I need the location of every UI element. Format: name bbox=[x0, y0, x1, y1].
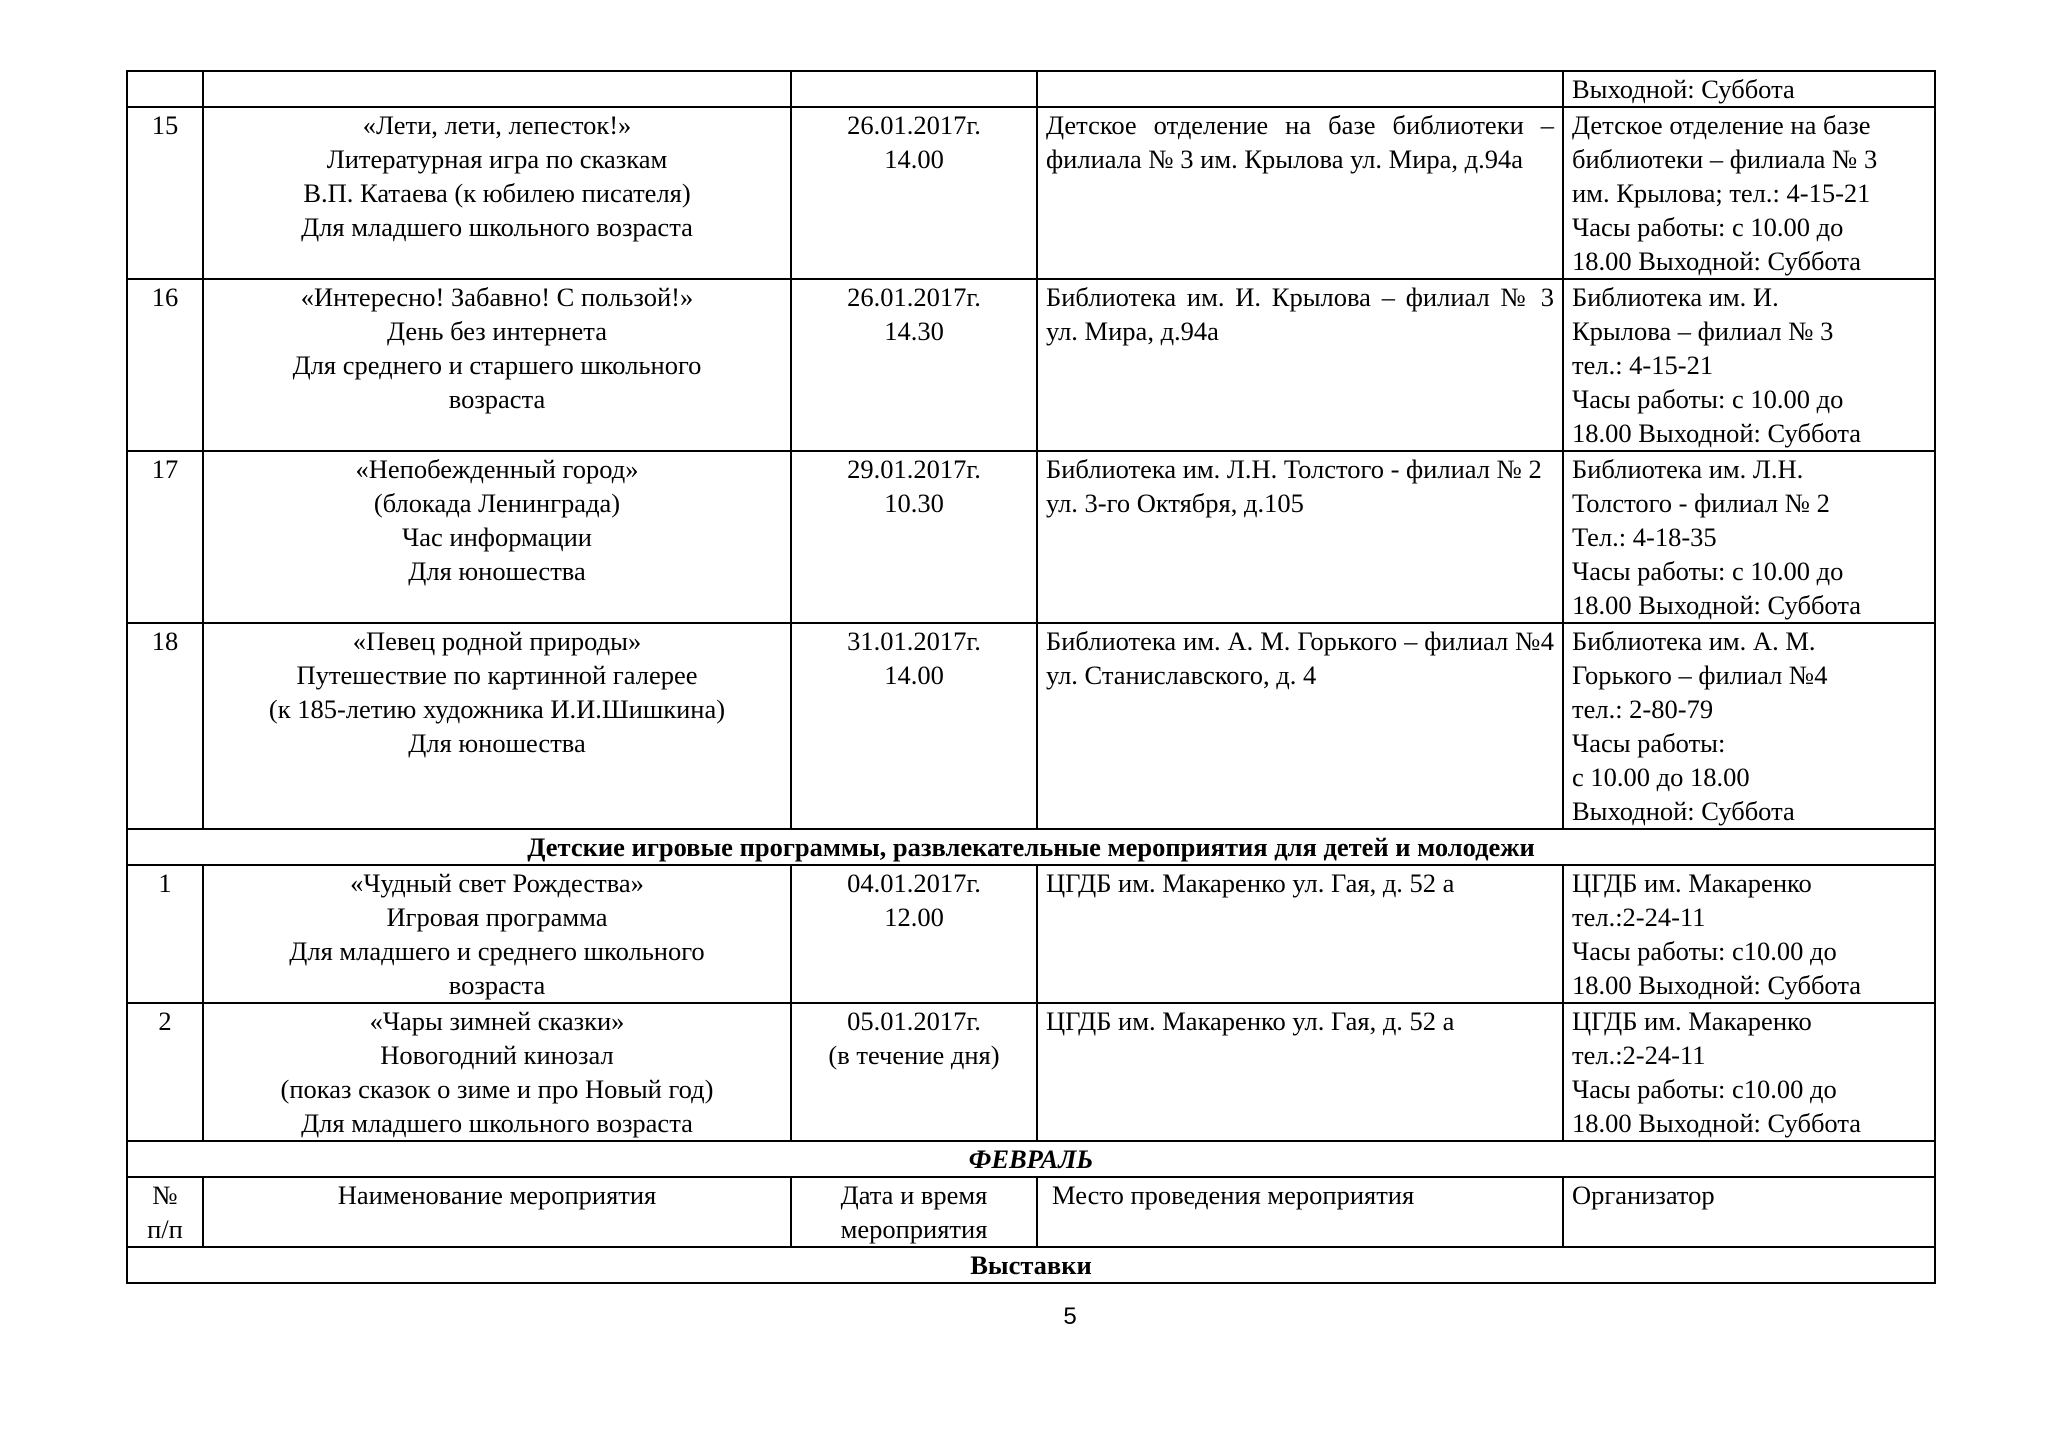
table-row bbox=[127, 865, 1935, 1003]
event-date-line: (в течение дня) bbox=[828, 1040, 1000, 1070]
event-organizer-line: 18.00 Выходной: Суббота bbox=[1572, 418, 1861, 448]
event-place-line: Библиотека им. Л.Н. Толстого - филиал № 2 bbox=[1046, 454, 1542, 484]
event-organizer-line: им. Крылова; тел.: 4-15-21 bbox=[1572, 178, 1871, 208]
event-name-line: Для юношества bbox=[408, 556, 586, 586]
event-date-line: 04.01.2017г. bbox=[847, 868, 981, 898]
table-row bbox=[127, 1003, 1935, 1141]
event-organizer-line: тел.: 4-15-21 bbox=[1572, 350, 1714, 380]
event-date-line: 14.30 bbox=[884, 316, 944, 346]
event-date-line: 12.00 bbox=[884, 902, 944, 932]
event-name-line: (блокада Ленинграда) bbox=[373, 488, 621, 518]
event-organizer-line: с 10.00 до 18.00 bbox=[1572, 762, 1750, 792]
table-row bbox=[127, 451, 1935, 623]
event-date-line: 05.01.2017г. bbox=[847, 1006, 981, 1036]
event-name-line: День без интернета bbox=[387, 316, 607, 346]
event-organizer-line: Выходной: Суббота bbox=[1572, 74, 1795, 104]
section-heading: Детские игровые программы, развлекательные мероприятия для детей и молодежи bbox=[127, 829, 1935, 865]
event-name bbox=[203, 865, 791, 1003]
event-name-line: Для юношества bbox=[408, 728, 586, 758]
event-date-line: 26.01.2017г. bbox=[847, 282, 981, 312]
event-place bbox=[1037, 1003, 1563, 1141]
event-name-line: Для младшего школьного возраста bbox=[301, 1108, 693, 1138]
header-date: Дата и время мероприятия bbox=[791, 1177, 1037, 1247]
event-organizer-line: Часы работы: с 10.00 до bbox=[1572, 212, 1844, 242]
events-table bbox=[126, 70, 1936, 1284]
event-organizer bbox=[1563, 107, 1935, 279]
table-row bbox=[127, 279, 1935, 451]
event-organizer-line: Библиотека им. И. bbox=[1572, 282, 1779, 312]
event-name-line: Путешествие по картинной галерее bbox=[296, 660, 698, 690]
row-number: 17 bbox=[127, 451, 203, 623]
event-place bbox=[1037, 865, 1563, 1003]
event-date-line: 31.01.2017г. bbox=[847, 626, 981, 656]
row-number: 1 bbox=[127, 865, 203, 1003]
event-organizer-line: 18.00 Выходной: Суббота bbox=[1572, 590, 1861, 620]
event-name-line: (к 185-летию художника И.И.Шишкина) bbox=[268, 694, 726, 724]
header-name: Наименование мероприятия bbox=[203, 1177, 791, 1247]
event-name-line: Час информации bbox=[402, 522, 592, 552]
events-body-children bbox=[127, 865, 1935, 1141]
table-row bbox=[127, 107, 1935, 279]
event-name-line: (показ сказок о зиме и про Новый год) bbox=[280, 1074, 714, 1104]
event-date-line: 29.01.2017г. bbox=[847, 454, 981, 484]
header-num: № п/п bbox=[127, 1177, 203, 1247]
event-name-line: Игровая программа bbox=[386, 902, 608, 932]
event-date-line: 10.30 bbox=[884, 488, 944, 518]
event-name-line: возраста bbox=[448, 970, 546, 1000]
event-name-line: Литературная игра по сказкам bbox=[326, 144, 668, 174]
event-organizer-line: Тел.: 4-18-35 bbox=[1572, 522, 1717, 552]
event-place-line: Библиотека им. А. М. Горького – филиал №4 ул. Станиславского, д. 4 bbox=[1046, 626, 1554, 690]
event-organizer-line: Выходной: Суббота bbox=[1572, 796, 1795, 826]
event-date-line: 26.01.2017г. bbox=[847, 110, 981, 140]
event-name-line: «Лети, лети, лепесток!» bbox=[362, 110, 632, 140]
event-organizer-line: Библиотека им. Л.Н. bbox=[1572, 454, 1804, 484]
february-block bbox=[127, 1141, 1935, 1283]
row-number: 15 bbox=[127, 107, 203, 279]
event-name-line: «Интересно! Забавно! С пользой!» bbox=[300, 282, 694, 312]
event-organizer-line: Часы работы: с10.00 до bbox=[1572, 1074, 1837, 1104]
event-organizer-line: Толстого - филиал № 2 bbox=[1572, 488, 1830, 518]
event-name-line: «Чудный свет Рождества» bbox=[350, 868, 644, 898]
row-number: 18 bbox=[127, 623, 203, 829]
event-organizer bbox=[1563, 451, 1935, 623]
event-organizer-line: ЦГДБ им. Макаренко bbox=[1572, 868, 1812, 898]
event-organizer-line: тел.:2-24-11 bbox=[1572, 902, 1706, 932]
event-name bbox=[203, 107, 791, 279]
event-name bbox=[203, 279, 791, 451]
header-org: Организатор bbox=[1563, 1177, 1935, 1247]
event-organizer-line: Библиотека им. А. М. bbox=[1572, 626, 1816, 656]
event-organizer bbox=[1563, 71, 1935, 107]
event-place bbox=[1037, 451, 1563, 623]
event-date bbox=[791, 623, 1037, 829]
event-date bbox=[791, 1003, 1037, 1141]
event-date bbox=[791, 865, 1037, 1003]
header-place: Место проведения мероприятия bbox=[1037, 1177, 1563, 1247]
column-header-row bbox=[127, 1177, 1935, 1247]
event-date bbox=[791, 451, 1037, 623]
event-organizer-line: 18.00 Выходной: Суббота bbox=[1572, 1108, 1861, 1138]
event-organizer-line: Детское отделение на базе bbox=[1572, 110, 1871, 140]
event-organizer-line: библиотеки – филиала № 3 bbox=[1572, 144, 1878, 174]
month-heading: ФЕВРАЛЬ bbox=[127, 1141, 1935, 1177]
events-body-top bbox=[127, 71, 1935, 829]
event-organizer-line: 18.00 Выходной: Суббота bbox=[1572, 970, 1861, 1000]
event-place bbox=[1037, 279, 1563, 451]
row-number: 2 bbox=[127, 1003, 203, 1141]
event-name-line: Новогодний кинозал bbox=[380, 1040, 614, 1070]
section-children bbox=[127, 829, 1935, 865]
row-number: 16 bbox=[127, 279, 203, 451]
event-date bbox=[791, 107, 1037, 279]
event-name-line: «Чары зимней сказки» bbox=[369, 1006, 625, 1036]
event-place bbox=[1037, 623, 1563, 829]
event-name bbox=[203, 71, 791, 107]
event-place-line: ул. 3-го Октября, д.105 bbox=[1046, 488, 1304, 518]
event-name-line: В.П. Катаева (к юбилею писателя) bbox=[303, 178, 691, 208]
event-place bbox=[1037, 71, 1563, 107]
event-place-line: ЦГДБ им. Макаренко ул. Гая, д. 52 а bbox=[1046, 868, 1455, 898]
event-organizer bbox=[1563, 1003, 1935, 1141]
event-date-line: 14.00 bbox=[884, 660, 944, 690]
event-organizer bbox=[1563, 865, 1935, 1003]
event-place bbox=[1037, 107, 1563, 279]
event-name-line: Для младшего школьного возраста bbox=[301, 212, 693, 242]
event-organizer-line: 18.00 Выходной: Суббота bbox=[1572, 246, 1861, 276]
event-date-line: 14.00 bbox=[884, 144, 944, 174]
event-name-line: «Певец родной природы» bbox=[352, 626, 642, 656]
event-organizer-line: Часы работы: bbox=[1572, 728, 1726, 758]
event-name-line: «Непобежденный город» bbox=[355, 454, 639, 484]
event-organizer-line: ЦГДБ им. Макаренко bbox=[1572, 1006, 1812, 1036]
event-name-line: Для младшего и среднего школьного bbox=[289, 936, 705, 966]
event-organizer-line: Часы работы: с10.00 до bbox=[1572, 936, 1837, 966]
event-name bbox=[203, 623, 791, 829]
event-date bbox=[791, 71, 1037, 107]
event-place-line: ЦГДБ им. Макаренко ул. Гая, д. 52 а bbox=[1046, 1006, 1455, 1036]
event-name-line: возраста bbox=[448, 384, 546, 414]
row-number bbox=[127, 71, 203, 107]
event-date bbox=[791, 279, 1037, 451]
table-row bbox=[127, 623, 1935, 829]
event-organizer-line: тел.:2-24-11 bbox=[1572, 1040, 1706, 1070]
event-organizer bbox=[1563, 279, 1935, 451]
event-organizer-line: Часы работы: с 10.00 до bbox=[1572, 384, 1844, 414]
event-organizer bbox=[1563, 623, 1935, 829]
event-place-line: Детское отделение на базе библиотеки – филиала № 3 им. Крылова ул. Мира, д.94а bbox=[1046, 110, 1554, 174]
table-row bbox=[127, 71, 1935, 107]
event-organizer-line: Часы работы: с 10.00 до bbox=[1572, 556, 1844, 586]
section-heading: Выставки bbox=[127, 1247, 1935, 1283]
event-place-line: Библиотека им. И. Крылова – филиал № 3 ул. Мира, д.94а bbox=[1046, 282, 1554, 346]
page-number: 5 bbox=[1063, 1303, 1077, 1330]
event-organizer-line: Горького – филиал №4 bbox=[1572, 660, 1828, 690]
event-name bbox=[203, 1003, 791, 1141]
event-organizer-line: тел.: 2-80-79 bbox=[1572, 694, 1714, 724]
event-name bbox=[203, 451, 791, 623]
event-name-line: Для среднего и старшего школьного bbox=[292, 350, 702, 380]
event-organizer-line: Крылова – филиал № 3 bbox=[1572, 316, 1834, 346]
